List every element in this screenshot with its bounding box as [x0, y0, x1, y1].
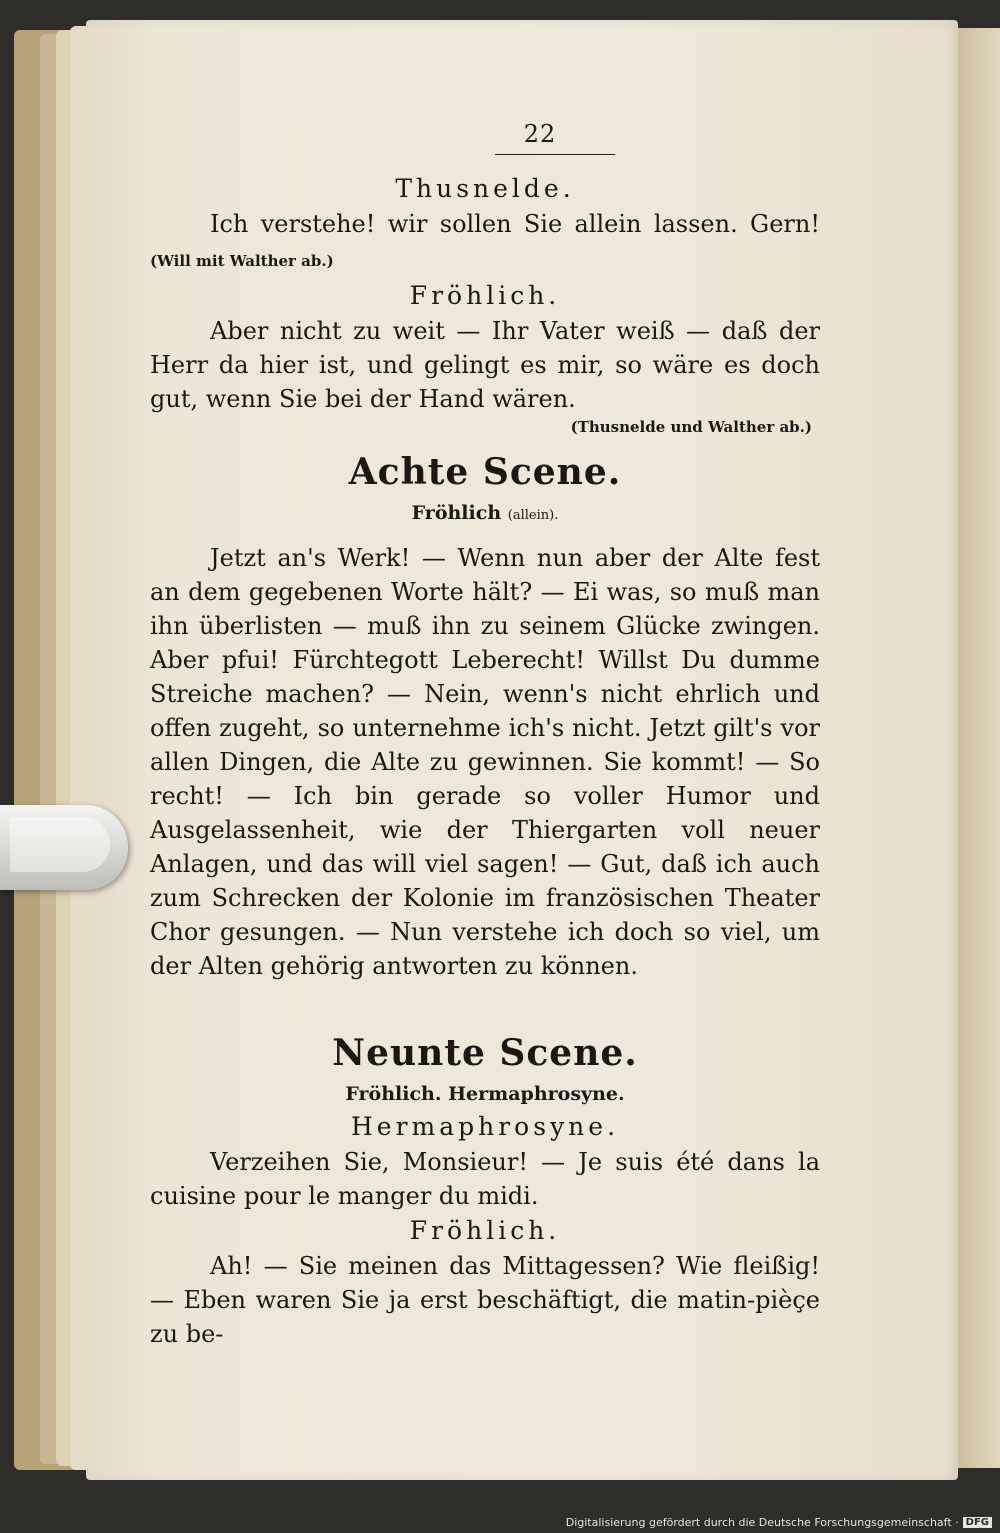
- dialogue-paragraph: Aber nicht zu weit — Ihr Vater weiß — daß der Herr da hier ist, und gelingt es mir, so wäre es doch gut, wenn Sie bei der Hand wären.: [150, 317, 820, 413]
- digitization-footer: [566, 1516, 992, 1529]
- cast-name: Fröhlich: [411, 502, 502, 524]
- dfg-logo: DFG: [963, 1517, 992, 1528]
- dialogue-paragraph: [150, 207, 820, 278]
- speaker-label: Hermaphrosyne.: [350, 1112, 620, 1141]
- scene-cast: Fröhlich. Hermaphrosyne.: [345, 1083, 625, 1105]
- facing-page-edge: [958, 28, 1000, 1468]
- clip-highlight: [10, 817, 110, 872]
- speaker-label: Thusnelde.: [395, 174, 575, 203]
- dialogue-paragraph: Jetzt an's Werk! — Wenn nun aber der Alte fest an dem gegebenen Worte hält? — Ei was, so muß man ihn überlisten — muß ihn zu seinem Glücke zwingen. Aber pfui! Fürchtegott Leberecht! Willst Du dumme Streiche machen? — Nein, wenn's nicht ehrlich und offen zugeht, so unternehme ich's nicht. Jetzt gilt's vor allen Dingen, die Alte zu gewinnen. Sie kommt! — So recht! — Ich bin gerade so voller Humor und Ausgelassenheit, wie der Thiergarten voll neuer Anlagen, und das will viel sagen! — Gut, daß ich auch zum Schrecken der Kolonie im französischen Theater Chor gesungen. — Nun verstehe ich doch so viel, um der Alten gehörig antworten zu können.: [150, 544, 820, 980]
- speaker-label: Fröhlich.: [409, 281, 561, 310]
- page-number-rule: [495, 154, 615, 155]
- dialogue-text: Ich verstehe! wir sollen Sie allein lassen. Gern!: [210, 210, 820, 238]
- page-clip: [0, 805, 128, 890]
- speaker-label: Fröhlich.: [409, 1216, 561, 1245]
- scene-heading: Achte Scene.: [348, 451, 622, 493]
- dialogue-paragraph: Verzeihen Sie, Monsieur! — Je suis été dans la cuisine pour le manger du midi.: [150, 1148, 820, 1210]
- scene-cast: [150, 498, 820, 531]
- stage-direction: (Thusnelde und Walther ab.): [570, 418, 812, 436]
- stage-direction: (Will mit Walther ab.): [150, 252, 334, 270]
- scene-heading: Neunte Scene.: [332, 1032, 638, 1074]
- page-number: 22: [523, 120, 557, 148]
- footer-text: Digitalisierung gefördert durch die Deutsche Forschungsgemeinschaft ·: [565, 1516, 959, 1529]
- cast-note: (allein).: [507, 508, 559, 523]
- page-content: [150, 120, 820, 1351]
- dialogue-paragraph: Ah! — Sie meinen das Mittagessen? Wie fleißig! — Eben waren Sie ja erst beschäftigt, die matin-pièçe zu be-: [150, 1252, 820, 1348]
